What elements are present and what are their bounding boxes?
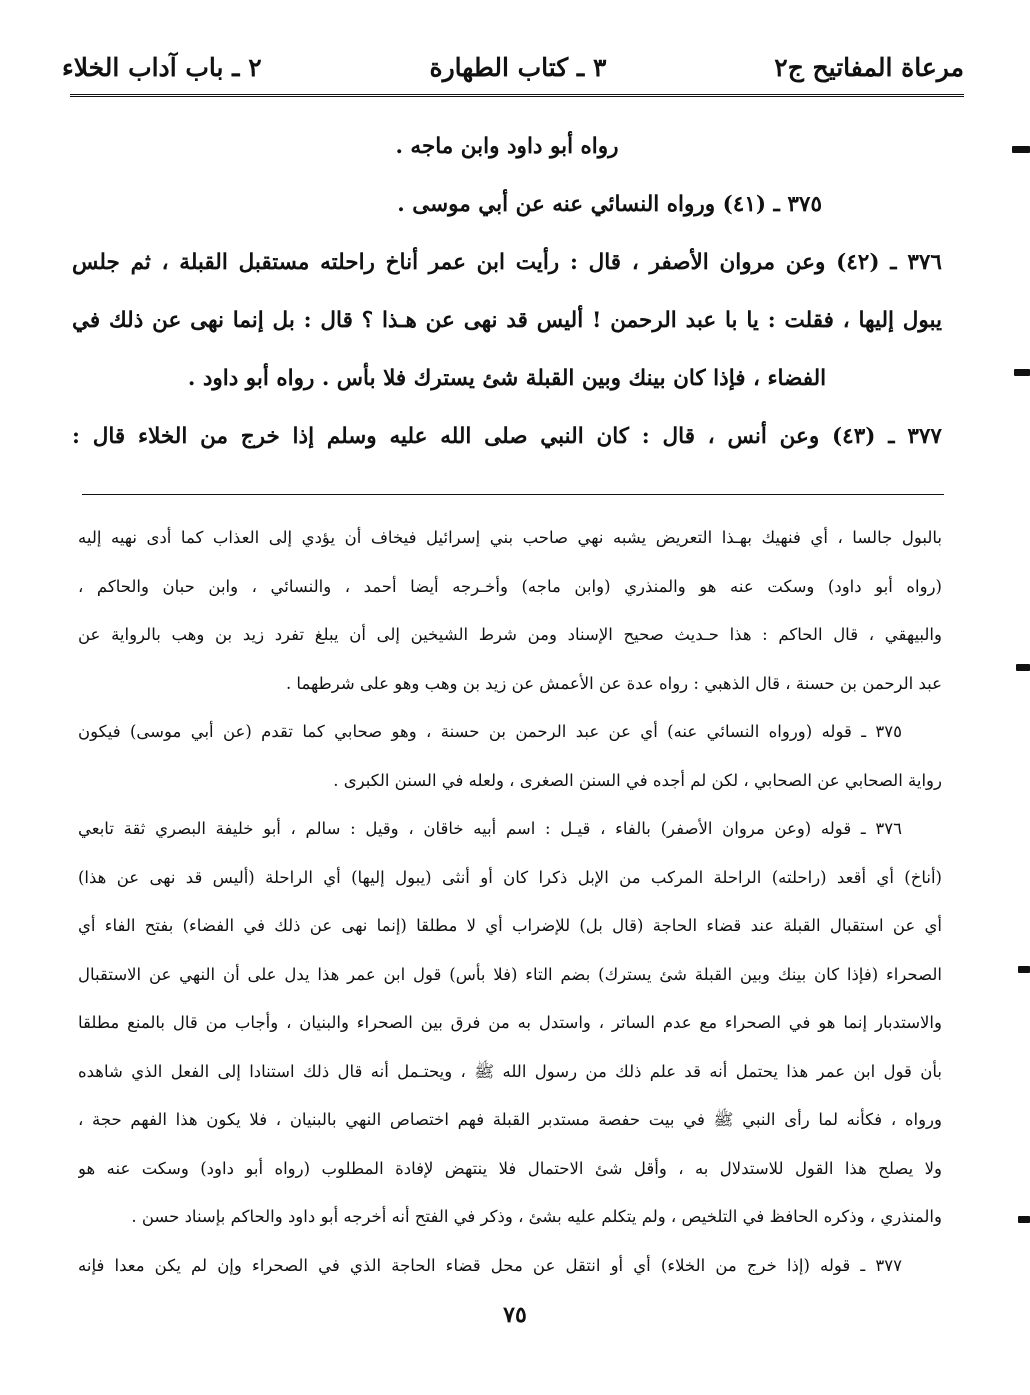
hadith-text (72, 118, 942, 466)
commentary-line: ولا يصلح هذا القول للاستدلال به ، وأقل شئ الاحتمال فلا ينتهض لإفادة المطلوب (رواه أبو داود) وسكت عنه هو (78, 1158, 942, 1178)
commentary-line: (رواه أبو داود) وسكت عنه هو والمنذري (وابن ماجه) وأخـرجه أيضا أحمد ، والنسائي ، وابن حبان والحاكم ، (78, 576, 942, 596)
commentary-line: ورواه ، فكأنه لما رأى النبي ﷺ في بيت حفصة مستدبر القبلة فهم اختصاص النهي بالبنيان ، فلا يكون هذا الفهم حجة ، (78, 1110, 942, 1129)
scan-edge-mark (1012, 146, 1030, 153)
commentary-line: والاستدبار إنما هو في الصحراء مع عدم الساتر ، واستدل به من فرق بين الصحراء والبنيان ، وأجاب من قال بالمنع مطلقا (78, 1013, 942, 1032)
hadith-line: ٣٧٧ ـ (٤٣) وعن أنس ، قال : كان النبي صلى الله عليه وسلم إذا خرج من الخلاء قال : (72, 424, 942, 449)
scan-edge-mark (1014, 369, 1030, 376)
commentary-line: ٣٧٧ ـ قوله (إذا خرج من الخلاء) أي أو انتقل عن محل قضاء الحاجة الذي في الصحراء وإن لم يكن معدا فإنه (78, 1255, 902, 1275)
hadith-line: رواه أبو داود وابن ماجه . (395, 134, 619, 159)
scan-edge-mark (1018, 966, 1030, 973)
commentary-line: بأن قول ابن عمر هذا يحتمل أنه قد علم ذلك من رسول الله ﷺ ، ويحتـمل أنه قال ذلك استنادا إلى الفعل الذي شاهده (78, 1061, 942, 1081)
commentary-divider (82, 494, 944, 495)
header-section: ٢ ـ باب آداب الخلاء (62, 52, 262, 82)
commentary-line: عبد الرحمن بن حسنة ، قال الذهبي : رواه عدة عن الأعمش عن زيد بن وهب وهو على شرطهما . (285, 673, 942, 693)
running-header (62, 38, 964, 96)
commentary-line: رواية الصحابي عن الصحابي ، لكن لم أجده في السنن الصغرى ، ولعله في السنن الكبرى . (333, 770, 942, 790)
commentary-line: بالبول جالسا ، أي فنهيك بهـذا التعريض يشبه نهي صاحب بني إسرائيل فيخاف أن يؤدي إلى العذاب كما أدى نهيه إليه (78, 528, 942, 547)
hadith-line: ٣٧٥ ـ (٤١) ورواه النسائي عنه عن أبي موسى . (397, 192, 822, 217)
commentary-line: أي عن استقبال القبلة عند قضاء الحاجة (قال بل) للإضراب أي لا مطلقا (إنما نهى عن ذلك في الفضاء) بفتح الفاء أي (78, 916, 942, 935)
hadith-line: ٣٧٦ ـ (٤٢) وعن مروان الأصفر ، قال : رأيت ابن عمر أناخ راحلته مستقبل القبلة ، ثم جلس (72, 250, 942, 275)
commentary-line: ٣٧٦ ـ قوله (وعن مروان الأصفر) بالفاء ، قيـل : اسم أبيه خاقان ، وقيل : سالم ، أبو خليفة البصري ثقة تابعي (78, 819, 902, 838)
hadith-line: يبول إليها ، فقلت : يا با عبد الرحمن ! أليس قد نهى عن هـذا ؟ قال : بل إنما نهى عن ذلك في (72, 308, 942, 333)
commentary-line: والبيهقي ، قال الحاكم : هذا حـديث صحيح الإسناد ومن شرط الشيخين إلى أن يبلغ تفرد زيد بن وهب بالرواية عن (78, 625, 942, 644)
hadith-line: الفضاء ، فإذا كان بينك وبين القبلة شئ يسترك فلا بأس . رواه أبو داود . (187, 366, 827, 391)
header-chapter: ٣ ـ كتاب الطهارة (429, 52, 607, 82)
header-book-title: مرعاة المفاتيح ج٢ (774, 52, 964, 82)
header-divider (70, 94, 964, 97)
scan-edge-mark (1016, 664, 1030, 671)
scan-edge-mark (1018, 1216, 1030, 1223)
commentary-line: والمنذري ، وذكره الحافظ في التلخيص ، ولم يتكلم عليه بشئ ، وذكر في الفتح أنه أخرجه أبو داود والحاكم بإسناد حسن . (131, 1207, 942, 1226)
commentary-line: ٣٧٥ ـ قوله (ورواه النسائي عنه) أي عن عبد الرحمن بن حسنة ، وهو صحابي كما تقدم (عن أبي موسى) فيكون (78, 722, 902, 741)
commentary-line: الصحراء (فإذا كان بينك وبين القبلة شئ يسترك) بضم التاء (فلا بأس) قول ابن عمر هذا يدل على أن النهي عن الاستقبال (78, 964, 942, 984)
commentary-text (78, 514, 942, 1290)
commentary-line: (أناخ) أي أقعد (راحلته) الراحلة المركب من الإبل ذكرا كان أو أنثى (يبول إليها) أي الراحلة (أليس قد نهى عن هذا) (78, 867, 942, 887)
page-number: ٧٥ (503, 1302, 527, 1328)
